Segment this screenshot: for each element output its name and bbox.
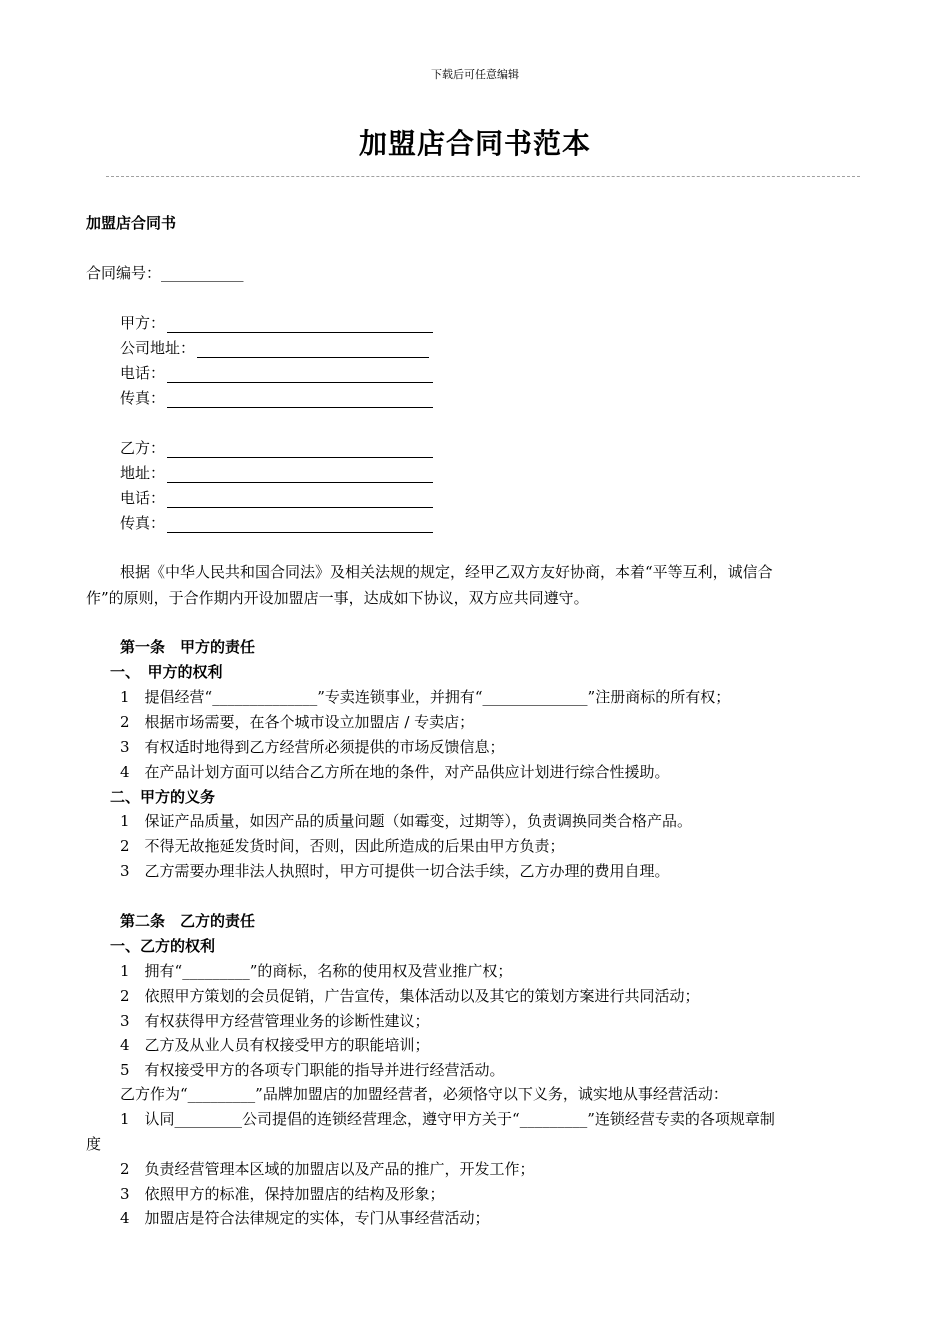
article-2-duty-item: 4 加盟店是符合法律规定的实体，专门从事经营活动； <box>120 1209 490 1227</box>
party-a-name-row <box>120 312 433 333</box>
party-b-fax-label: 传真： <box>120 514 166 532</box>
party-a-address-label: 公司地址： <box>120 339 196 357</box>
article-1-duties-title: 二、甲方的义务 <box>110 788 216 806</box>
article-2-right-item: 5 有权接受甲方的各项专门职能的指导并进行经营活动。 <box>120 1061 505 1079</box>
article-1-right-item: 1 提倡经营“______________”专卖连锁事业，并拥有“______________”注册商标的所有权； <box>120 688 731 706</box>
party-b-name-blank <box>167 441 433 458</box>
article-1-title: 第一条 甲方的责任 <box>120 638 256 656</box>
party-a-phone-row <box>120 362 433 383</box>
article-1-rights-title: 一、 甲方的权利 <box>110 663 223 681</box>
article-2-duties-intro: 乙方作为“_________”品牌加盟店的加盟经营者，必须恪守以下义务，诚实地从事经营活动： <box>120 1085 728 1103</box>
contract-subtitle: 加盟店合同书 <box>86 214 177 232</box>
article-2-right-item: 1 拥有“_________”的商标，名称的使用权及营业推广权； <box>120 962 513 980</box>
party-b-phone-label: 电话： <box>120 489 166 507</box>
article-1-duty-item: 2 不得无故拖延发货时间，否则，因此所造成的后果由甲方负责； <box>120 837 565 855</box>
party-b-fax-blank <box>167 516 433 533</box>
party-a-fax-blank <box>167 391 433 408</box>
party-b-fax-row <box>120 512 433 533</box>
party-b-phone-blank <box>167 491 433 508</box>
article-2-duty-item: 2 负责经营管理本区域的加盟店以及产品的推广，开发工作； <box>120 1160 535 1178</box>
article-2-duty-item: 3 依照甲方的标准，保持加盟店的结构及形象； <box>120 1185 445 1203</box>
article-2-duty-1-line-2: 度 <box>86 1135 102 1153</box>
contract-number-field: 合同编号：___________ <box>86 264 244 282</box>
preamble-line-1: 根据《中华人民共和国合同法》及相关法规的规定，经甲乙双方友好协商，本着“平等互利，诚信合 <box>120 563 773 581</box>
party-b-name-label: 乙方： <box>120 439 166 457</box>
article-2-right-item: 3 有权获得甲方经营管理业务的诊断性建议； <box>120 1012 430 1030</box>
party-a-fax-row <box>120 387 433 408</box>
title-divider <box>106 176 860 177</box>
party-a-name-blank <box>167 316 433 333</box>
article-2-rights-title: 一、乙方的权利 <box>110 937 216 955</box>
header-note: 下载后可任意编辑 <box>431 68 519 81</box>
party-a-address-blank <box>197 341 429 358</box>
article-1-duty-item: 3 乙方需要办理非法人执照时，甲方可提供一切合法手续，乙方办理的费用自理。 <box>120 862 670 880</box>
article-1-right-item: 3 有权适时地得到乙方经营所必须提供的市场反馈信息； <box>120 738 505 756</box>
article-2-title: 第二条 乙方的责任 <box>120 912 256 930</box>
party-a-phone-blank <box>167 366 433 383</box>
party-b-phone-row <box>120 487 433 508</box>
article-1-duty-item: 1 保证产品质量，如因产品的质量问题（如霉变，过期等），负责调换同类合格产品。 <box>120 812 693 830</box>
article-1-right-item: 4 在产品计划方面可以结合乙方所在地的条件，对产品供应计划进行综合性援助。 <box>120 763 670 781</box>
page-title: 加盟店合同书范本 <box>358 127 591 160</box>
party-a-name-label: 甲方： <box>120 314 166 332</box>
party-b-address-blank <box>167 466 433 483</box>
article-1-right-item: 2 根据市场需要，在各个城市设立加盟店 / 专卖店； <box>120 713 475 731</box>
party-b-address-row <box>120 462 433 483</box>
party-a-phone-label: 电话： <box>120 364 166 382</box>
party-a-fax-label: 传真： <box>120 389 166 407</box>
preamble-line-2: 作”的原则，于合作期内开设加盟店一事，达成如下协议，双方应共同遵守。 <box>86 589 589 607</box>
article-2-duty-1-line-1: 1 认同_________公司提倡的连锁经营理念，遵守甲方关于“_________”连锁经营专卖的各项规章制 <box>120 1110 775 1128</box>
party-b-address-label: 地址： <box>120 464 166 482</box>
party-a-address-row <box>120 337 429 358</box>
article-2-right-item: 4 乙方及从业人员有权接受甲方的职能培训； <box>120 1036 430 1054</box>
article-2-right-item: 2 依照甲方策划的会员促销，广告宣传，集体活动以及其它的策划方案进行共同活动； <box>120 987 700 1005</box>
party-b-name-row <box>120 437 433 458</box>
